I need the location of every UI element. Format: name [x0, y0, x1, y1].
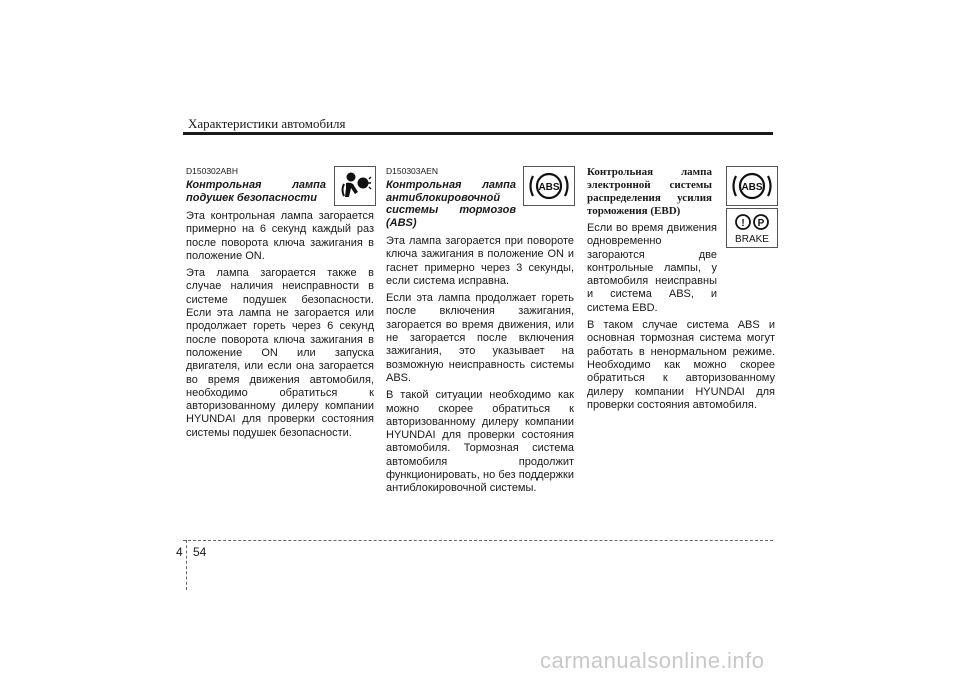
abs-icon-label: ABS	[538, 182, 560, 193]
brake-icon-label: BRAKE	[735, 234, 769, 245]
paragraph: В таком случае система ABS и основная тормозная система могут работать в ненормальном режиме. Необходимо как можно скорее обратиться к авторизованному дилеру компании HYUNDAI для проверки состояния автомобиля.	[587, 319, 775, 411]
section-subtitle: Контрольная лампа подушек безопасности	[186, 179, 326, 204]
abs-warning-icon	[523, 166, 575, 206]
airbag-warning-icon	[334, 166, 376, 206]
chapter-number: 4	[176, 545, 183, 559]
footer-dashed-line	[183, 540, 773, 541]
paragraph: В такой ситуации необходимо как можно скорее обратиться к авторизованному дилеру компании HYUNDAI для проверки состояния автомобиля. Тормозная система автомобиля продолжит функционировать, но без поддержки антиблокировочной системы.	[386, 389, 574, 495]
paragraph: Эта лампа загорается при повороте ключа зажигания в положение ON и гаснет примерно через 3 секунды, если система исправна.	[386, 235, 574, 287]
paragraph: Эта лампа загорается также в случае наличия неисправности в системе подушек безопасности. Если эта лампа не загорается или продолжает гореть через 6 секунд после поворота ключа зажигания в положение ON или запуска двигателя, или если она загорается во время движения автомобиля, необходимо обратиться к авторизованному дилеру компании HYUNDAI для проверки состояния системы подушек безопасности.	[186, 267, 374, 439]
page-number: 54	[193, 545, 207, 559]
section-code: D150303AEN	[386, 166, 438, 176]
column-abs	[386, 166, 574, 500]
paragraph: Эта контрольная лампа загорается примерно на 6 секунд каждый раз после поворота ключа зажигания в положение ON.	[186, 210, 374, 262]
section-subtitle: Контрольная лампа антиблокировочной системы тормозов (ABS)	[386, 179, 516, 229]
watermark: carmanualsonline.info	[540, 648, 765, 673]
abs-icon-label: ABS	[741, 182, 763, 193]
brake-warning-icon	[726, 208, 778, 248]
paragraph: Если эта лампа продолжает гореть после включения зажигания, загорается во время движения, или не загорается после включения зажигания, это указывает на возможную неисправность системы ABS.	[386, 292, 574, 384]
column-airbag	[186, 166, 374, 444]
footer-dashed-vertical	[186, 540, 187, 590]
brake-excl-label: !	[741, 218, 745, 229]
paragraph: Если во время движения одновременно загораются две контрольные лампы, у автомобиля неисправны и система ABS, и система EBD.	[587, 222, 717, 314]
section-code: D150302ABH	[186, 166, 238, 176]
brake-p-label: P	[757, 218, 765, 229]
section-header-title: Характеристики автомобиля	[188, 116, 346, 131]
header-rule	[183, 132, 773, 135]
section-subtitle: Контрольная лампа электронной системы распределения усилия торможения (EBD)	[587, 166, 712, 217]
abs-warning-icon	[726, 166, 778, 206]
